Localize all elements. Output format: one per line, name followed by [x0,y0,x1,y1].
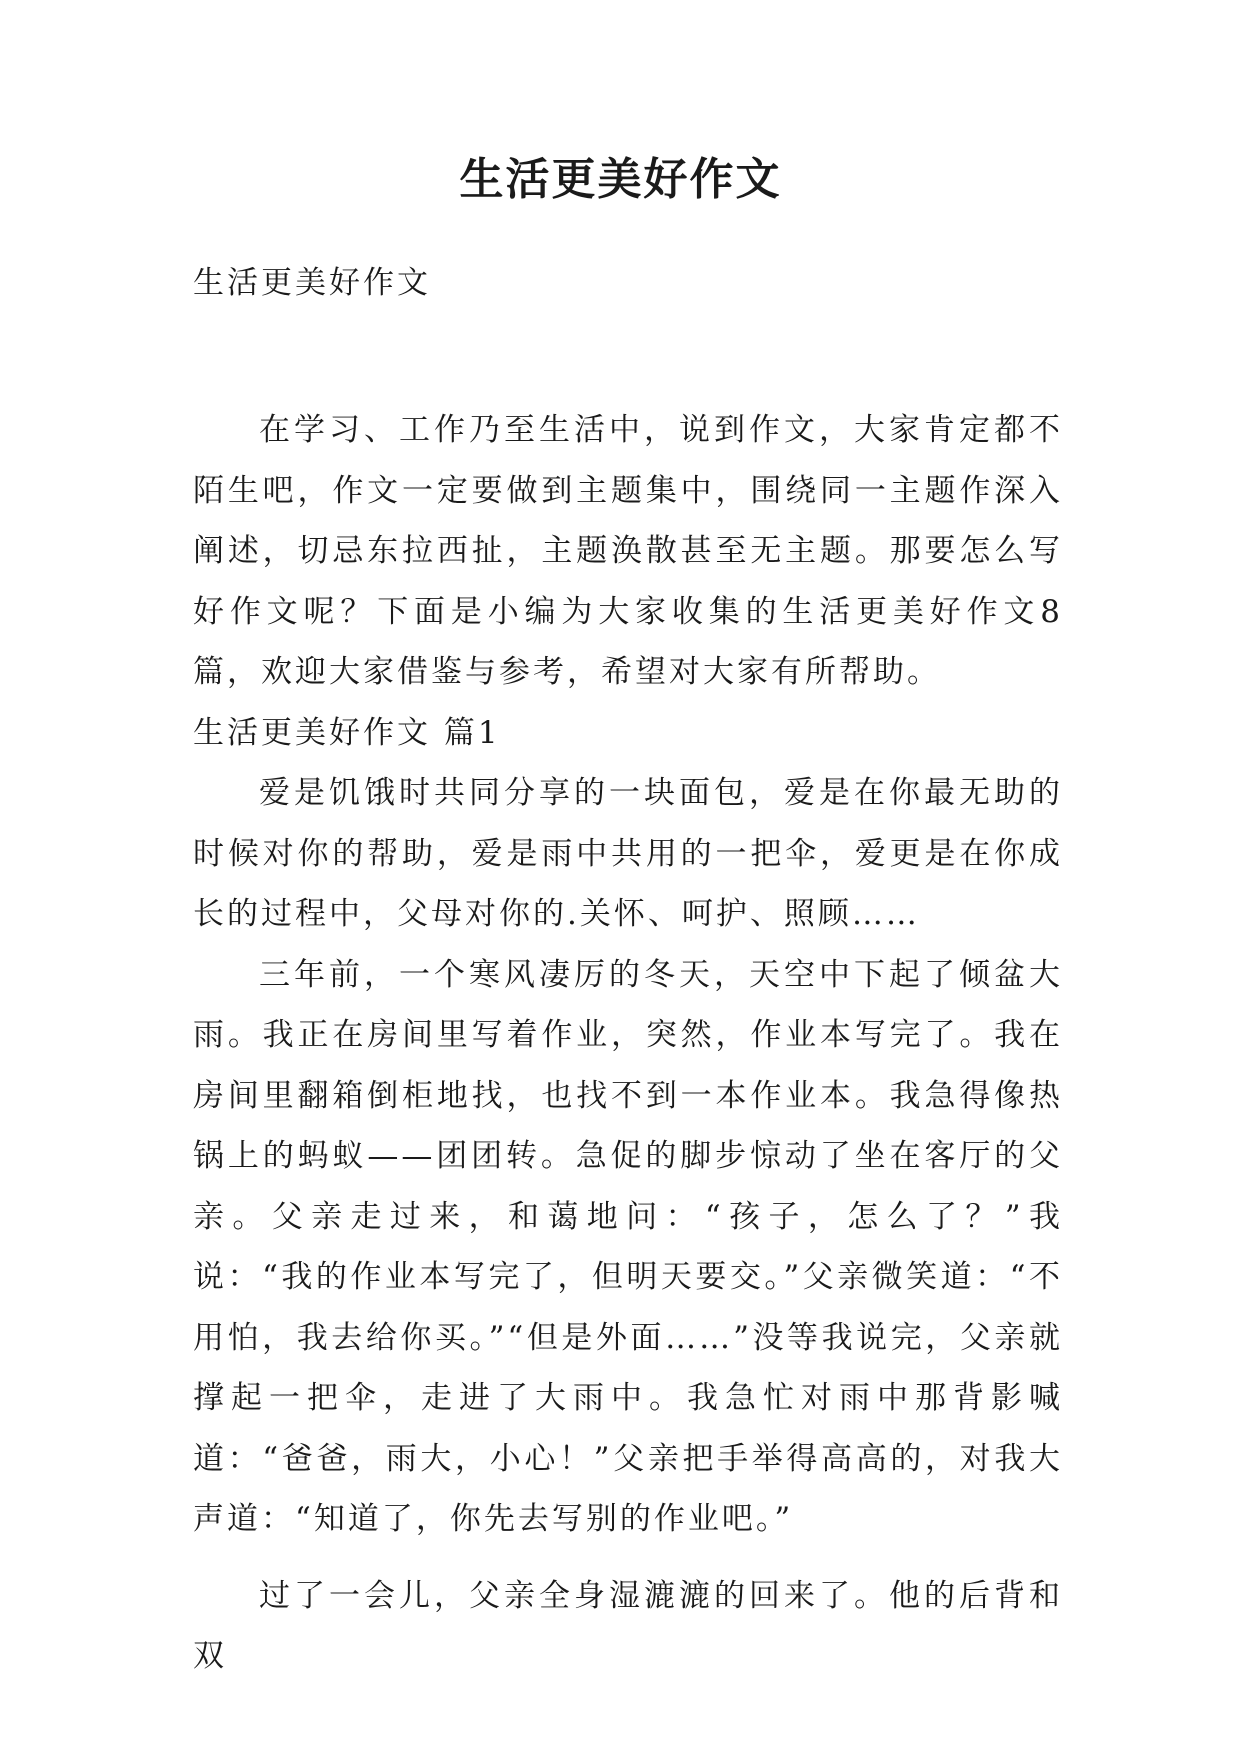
intro-paragraph: 在学习、工作乃至生活中，说到作文，大家肯定都不陌生吧，作文一定要做到主题集中，围绕同一主题作深入阐述，切忌东拉西扯，主题涣散甚至无主题。那要怎么写好作文呢？下面是小编为大家收集的生活更美好作文8篇，欢迎大家借鉴与参考，希望对大家有所帮助。 [193,412,1063,690]
body-paragraph-2: 三年前，一个寒风凄厉的冬天，天空中下起了倾盆大雨。我正在房间里写着作业，突然，作业本写完了。我在房间里翻箱倒柜地找，也找不到一本作业本。我急得像热锅上的蚂蚁——团团转。急促的脚步惊动了坐在客厅的父亲。父亲走过来，和蔼地问：“孩子，怎么了？”我说：“我的作业本写完了，但明天要交。”父亲微笑道：“不用怕，我去给你买。”“但是外面……”没等我说完，父亲就撑起一把伞，走进了大雨中。我急忙对雨中那背影喊道：“爸爸，雨大，小心！”父亲把手举得高高的，对我大声道：“知道了，你先去写别的作业吧。” [193,956,1063,1537]
document-subtitle: 生活更美好作文 [193,265,431,301]
document-body [193,400,1063,1687]
body-paragraph-3: 过了一会儿，父亲全身湿漉漉的回来了。他的后背和双 [193,1577,1063,1674]
document-title: 生活更美好作文 [459,154,782,205]
body-paragraph-1: 爱是饥饿时共同分享的一块面包，爱是在你最无助的时候对你的帮助，爱是雨中共用的一把伞，爱更是在你成长的过程中，父母对你的.关怀、呵护、照顾…… [193,775,1063,932]
section-heading: 生活更美好作文 篇1 [193,714,501,751]
